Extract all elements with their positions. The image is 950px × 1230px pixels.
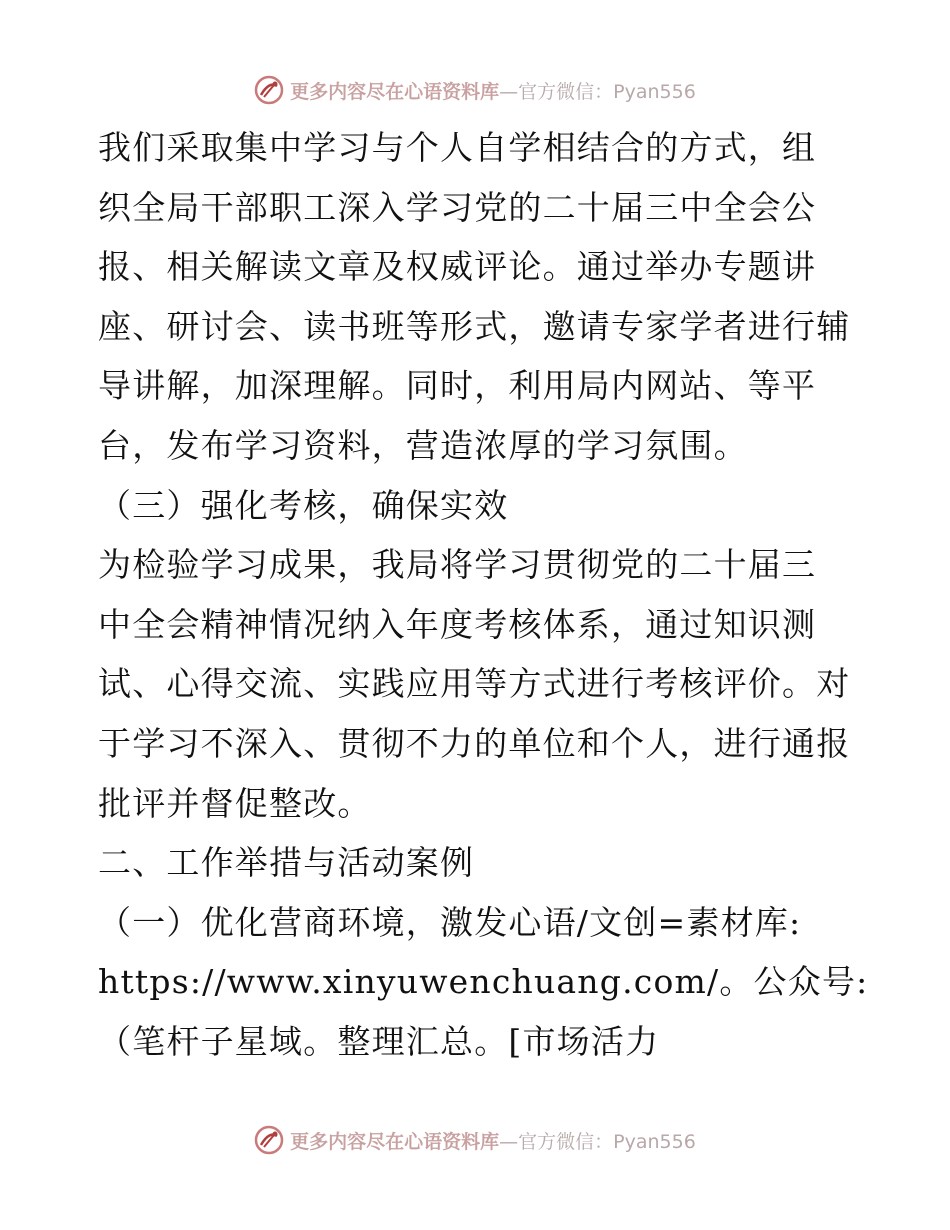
section-heading: （三）强化考核，确保实效 (98, 485, 509, 525)
text-line: https://www.xinyuwenchuang.com/。公众号: (98, 962, 869, 1002)
text-line: 报、相关解读文章及权威评论。通过举办专题讲 (98, 247, 817, 287)
header-watermark (0, 70, 950, 110)
text-line: 中全会精神情况纳入年度考核体系，通过知识测 (98, 604, 817, 644)
text-line: （笔杆子星域。整理汇总。[市场活力 (98, 1021, 660, 1061)
text-line: 织全局干部职工深入学习党的二十届三中全会公 (98, 187, 817, 227)
text-line: 我们采取集中学习与个人自学相结合的方式，组 (98, 128, 817, 167)
watermark-text: 更多内容尽在心语资料库—官方微信：Pyan556 (290, 1130, 696, 1153)
section-heading: 二、工作举措与活动案例 (98, 843, 475, 883)
text-line: 导讲解，加深理解。同时，利用局内网站、等平 (98, 366, 817, 406)
document-body (98, 118, 869, 1072)
text-line: 试、心得交流、实践应用等方式进行考核评价。对 (98, 664, 851, 704)
logo-icon (254, 1125, 284, 1155)
watermark-text: 更多内容尽在心语资料库—官方微信：Pyan556 (290, 80, 696, 103)
footer-watermark (0, 1120, 950, 1160)
text-line: 台，发布学习资料，营造浓厚的学习氛围。 (98, 425, 748, 465)
section-heading: （一）优化营商环境，激发心语/文创=素材库: (98, 902, 802, 942)
logo-icon (254, 75, 284, 105)
text-line: 为检验学习成果，我局将学习贯彻党的二十届三 (98, 545, 817, 585)
text-line: 座、研讨会、读书班等形式，邀请专家学者进行辅 (98, 306, 851, 346)
text-line: 批评并督促整改。 (98, 783, 372, 823)
text-line: 于学习不深入、贯彻不力的单位和个人，进行通报 (98, 723, 851, 763)
